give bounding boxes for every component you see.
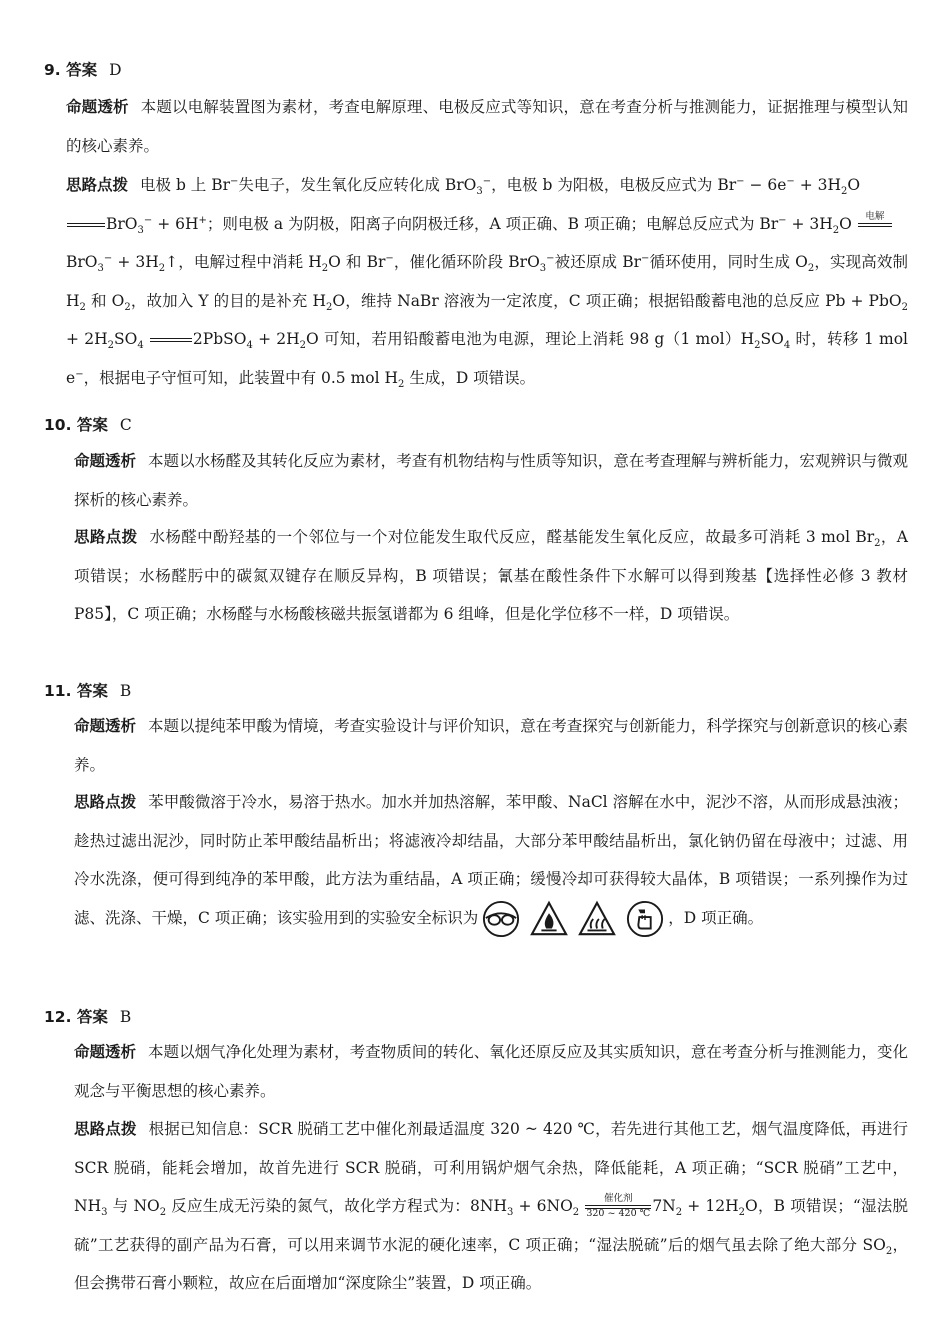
q9-hint-text: 时，转移 1 mol e xyxy=(66,330,908,387)
q9-hint-text: O，维持 NaBr 溶液为一定浓度，C 项正确；根据铅酸蓄电池的总反应 Pb + PbO xyxy=(332,291,902,310)
goggles-icon xyxy=(482,900,520,938)
q9-hint-text: 失电子，发生氧化反应转化成 BrO xyxy=(238,176,477,194)
catalyst-label: 催化剂 xyxy=(604,1193,633,1204)
q9-hint-text: BrO xyxy=(66,253,98,271)
q10-hint-label: 思路点拨 xyxy=(74,528,138,546)
q9-hint-text: O 和 Br xyxy=(328,253,386,271)
q9-hint-text: ，故加入 Y 的目的是补充 H xyxy=(130,291,326,310)
q12-answer xyxy=(44,1005,131,1027)
electrolysis-equals xyxy=(857,212,893,238)
q10-analysis-label: 命题透析 xyxy=(74,452,137,470)
q9-hint-text: O 可知，若用铅酸蓄电池为电源，理论上消耗 98 g（1 mol）H xyxy=(306,330,755,348)
q9-hint-text: − 6e xyxy=(744,176,787,194)
q9-hint-text: + 2H xyxy=(66,330,108,348)
q9-hint-text: SO xyxy=(113,330,138,348)
q9-hint: 思路点拨 电极 b 上 Br−失电子，发生氧化反应转化成 BrO$_3$−，电极 b 为阳极，电极反应式为 $Br^- - 6e^- + 3H_2O$ BrO$_3$− + 6H+；则电极 a 为阴极，阳离子向阴极迁移，A 项正确、B 项正确；电解总反应式为 $Br^- + 3H_2O$ 电解 $BrO_3^- + 3H_2↑$，电解过程中消耗 $H_2O$ 和 Br−，催化循环阶段 BrO$_3$−被还原成 Br−循环使用，同时生成 $O_2$，实现高效制 $H_2$ 和 $O_2$，故加入 Y 的目的是补充 $H_2O$，维持 NaBr 溶液为一定浓度，C 项正确；根据铅酸蓄电池的总反应 $Pb + PbO_2 + 2H_2SO_4$ 2PbSO$_4$ + $2H_2O$ 可知，若用铅酸蓄电池为电源，理论上消耗 98 g（1 $mol)H_2SO_4$ 时，转移 1 mol e−，根据电子守恒可知，此装置中有 0.5 mol $H_2$ 生成，D 项错误。 xyxy=(66,175,908,390)
q9-analysis xyxy=(66,88,908,165)
q12-hint-text: 反应生成无污染的氮气，故化学方程式为：8NH xyxy=(166,1197,507,1215)
q9-hint-text: BrO xyxy=(106,214,138,233)
q9-answer-label: 9. 答案 xyxy=(44,61,98,79)
q9-hint-text: SO xyxy=(760,330,784,348)
q12-answer-value: B xyxy=(119,1008,132,1026)
q10-hint-text: 水杨醛中酚羟基的一个邻位与一个对位能发生取代反应，醛基能发生氧化反应，故最多可消耗 3 mol Br xyxy=(149,528,875,546)
hot-surface-warning-icon xyxy=(578,900,616,938)
q9-answer xyxy=(44,58,122,80)
q9-hint-text: O xyxy=(839,214,852,233)
q11-hint xyxy=(74,783,908,938)
q9-analysis-text: 本题以电解装置图为素材，考查电解原理、电极反应式等知识，意在考查分析与推测能力，证据推理与模型认知的核心素养。 xyxy=(66,98,908,155)
q12-hint-text: 根据已知信息：SCR 脱硝工艺中催化剂最适温度 320 ~ 420 ℃，若先进行其他工艺，烟气温度降低，再进行 SCR 脱硝，能耗会增加，故首先进行 SCR 脱硝，可利用锅炉烟气余热，降低能耗，A 项正确；“SCR 脱硝”工艺中，NH xyxy=(74,1120,908,1215)
q9-hint-text: 循环使用，同时生成 O xyxy=(649,253,808,271)
q12-analysis-label: 命题透析 xyxy=(74,1043,137,1061)
q10-hint-text: ，A 项错误；水杨醛肟中的碳氮双键存在顺反异构，B 项错误；氰基在酸性条件下水解可以得到羧基【选择性必修 3 教材 P85】，C 项正确；水杨醛与水杨酸核磁共振氢谱都为 6 组峰，但是化学位移不一样，D 项错误。 xyxy=(74,528,908,623)
q12-hint-text: 与 NO xyxy=(107,1197,160,1215)
q12-hint-text: + 6NO xyxy=(513,1197,573,1215)
q11-answer-value: B xyxy=(119,682,132,700)
q11-analysis xyxy=(74,707,908,784)
q11-hint-label: 思路点拨 xyxy=(74,793,137,811)
q10-answer xyxy=(44,413,132,435)
q12-answer-label: 12. 答案 xyxy=(44,1008,108,1026)
q10-answer-value: C xyxy=(119,416,132,434)
q12-hint-text: ，但会携带石膏小颗粒，故应在后面增加“深度除尘”装置，D 项正确。 xyxy=(74,1235,908,1292)
q9-hint-text: ，实现高效制 H xyxy=(66,253,908,310)
q12-hint-label: 思路点拨 xyxy=(74,1120,137,1138)
q9-hint-text: ，电极 b 为阳极，电极反应式为 Br xyxy=(491,176,737,194)
equals-double-line xyxy=(66,212,106,238)
catalyst-equals xyxy=(584,1194,652,1220)
q9-hint-text: + 2H xyxy=(252,330,300,348)
q12-hint: 思路点拨 根据已知信息：SCR 脱硝工艺中催化剂最适温度 320 ~ 420 ℃，若先进行其他工艺，烟气温度降低，再进行 SCR 脱硝，能耗会增加，故首先进行 SCR 脱硝，可利用锅炉烟气余热，降低能耗，A 项正确；“SCR 脱硝”工艺中，$NH_3$ 与 $NO_2$ 反应生成无污染的氮气，故化学方程式为：$8NH_3 + 6NO_2$ 催化剂 320 ~ 420 ℃ $7N_2 + 12H_2O$，B 项错误；“湿法脱硫”工艺获得的副产品为石膏，可以用来调节水泥的硬化速率，C 项正确；“湿法脱硫”后的烟气虽去除了绝大部分 $SO_2$，但会携带石膏小颗粒，故应在后面增加“深度除尘”装置，D 项正确。 xyxy=(74,1120,908,1292)
electrolysis-label: 电解 xyxy=(865,210,885,222)
q12-analysis-text: 本题以烟气净化处理为素材，考查物质间的转化、氧化还原反应及其实质知识，意在考查分析与推测能力，变化观念与平衡思想的核心素养。 xyxy=(74,1043,908,1100)
q12-hint-text: + 12H xyxy=(682,1197,739,1215)
q10-analysis-text: 本题以水杨醛及其转化反应为素材，考查有机物结构与性质等知识，意在考查理解与辨析能力，宏观辨识与微观探析的核心素养。 xyxy=(74,452,908,509)
q12-hint-text: O，B 项错误；“湿法脱硫”工艺获得的副产品为石膏，可以用来调节水泥的硬化速率，C 项正确；“湿法脱硫”后的烟气虽去除了绝大部分 SO xyxy=(74,1197,908,1254)
equals-double-line xyxy=(149,327,193,353)
q9-hint-label: 思路点拨 xyxy=(66,176,129,194)
q11-hint-text: ，D 项正确。 xyxy=(668,908,764,927)
q9-hint-text: + 3H xyxy=(786,214,833,233)
hand-wash-icon xyxy=(626,900,664,938)
q9-analysis-label: 命题透析 xyxy=(66,98,129,116)
q11-analysis-label: 命题透析 xyxy=(74,717,137,735)
q11-hint-text: 苯甲酸微溶于冷水，易溶于热水。加水并加热溶解，苯甲酸、NaCl 溶解在水中，泥沙不溶，从而形成悬浊液；趁热过滤出泥沙，同时防止苯甲酸结晶析出；将滤液冷却结晶，大部分苯甲酸结晶析出，氯化钠仍留在母液中；过滤、用冷水洗涤，便可得到纯净的苯甲酸，此方法为重结晶，A 项正确；缓慢冷却可获得较大晶体，B 项错误；一系列操作为过滤、洗涤、干燥，C 项正确；该实验用到的实验安全标识为 xyxy=(74,793,908,927)
q10-analysis xyxy=(74,442,908,519)
q11-analysis-text: 本题以提纯苯甲酸为情境，考查实验设计与评价知识，意在考查探究与创新能力，科学探究与创新意识的核心素养。 xyxy=(74,717,908,774)
q9-hint-text: ，根据电子守恒可知，此装置中有 0.5 mol H xyxy=(83,368,399,387)
q9-hint-text: ↑，电解过程中消耗 H xyxy=(165,253,322,271)
q9-hint-text: 被还原成 Br xyxy=(554,253,642,271)
q9-hint-text: 和 O xyxy=(85,291,125,310)
temperature-label: 320 ~ 420 ℃ xyxy=(586,1208,651,1219)
q9-hint-text: + 3H xyxy=(794,176,842,194)
safety-icons xyxy=(482,900,664,938)
q11-answer-label: 11. 答案 xyxy=(44,682,108,700)
q12-hint-text: 7N xyxy=(652,1197,676,1215)
q9-hint-text: 生成，D 项错误。 xyxy=(404,368,536,387)
q9-hint-text: ，催化循环阶段 BrO xyxy=(393,253,540,271)
q9-hint-text: + 3H xyxy=(112,253,159,271)
q11-answer xyxy=(44,679,131,701)
q9-hint-text: O xyxy=(847,176,861,194)
q9-hint-text: ；则电极 a 为阴极，阳离子向阴极迁移，A 项正确、B 项正确；电解总反应式为 Br xyxy=(206,214,779,233)
q9-hint-text: 电极 b 上 Br xyxy=(140,176,231,194)
flame-warning-icon xyxy=(530,900,568,938)
q9-hint-text: + 6H xyxy=(152,214,199,233)
q10-answer-label: 10. 答案 xyxy=(44,416,108,434)
q10-hint: 思路点拨 水杨醛中酚羟基的一个邻位与一个对位能发生取代反应，醛基能发生氧化反应，故最多可消耗 3 mol $Br_2$，A 项错误；水杨醛肟中的碳氮双键存在顺反异构，B 项错误；氰基在酸性条件下水解可以得到羧基【选择性必修 3 教材 P85】，C 项正确；水杨醛与水杨酸核磁共振氢谱都为 6 组峰，但是化学位移不一样，D 项错误。 xyxy=(74,528,908,623)
q9-hint-text: 2PbSO xyxy=(192,330,247,348)
q12-analysis xyxy=(74,1033,908,1110)
q9-answer-value: D xyxy=(109,61,122,79)
